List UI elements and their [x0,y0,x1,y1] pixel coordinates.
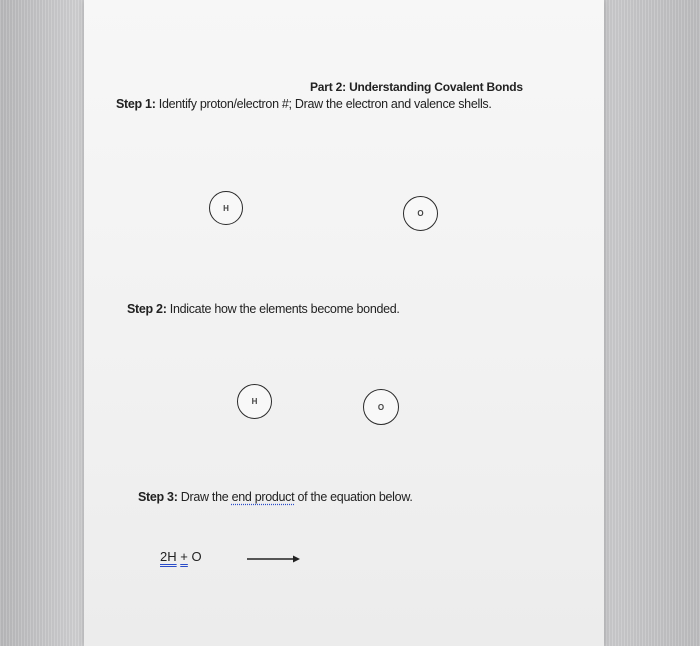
step-3-text-after: of the equation below. [297,490,413,504]
atom-symbol: H [223,203,229,213]
hydrogen-atom-circle [237,384,272,419]
step-3-instruction [138,490,413,504]
step-2-label: Step 2: [127,302,167,316]
right-arrow-icon [246,554,302,564]
step-1-instruction [116,97,492,111]
hydrogen-atom-circle [209,191,243,225]
page-title: Part 2: Understanding Covalent Bonds [310,80,523,94]
step-2-text: Indicate how the elements become bonded. [169,302,400,316]
step-3-underlined-text: end product [231,490,295,504]
atom-symbol: H [251,397,258,406]
equation-reactant-hydrogen: 2H [160,549,177,564]
step-1-text: Identify proton/electron #; Draw the electron and valence shells. [158,97,492,111]
step-1-label: Step 1: [116,97,156,111]
oxygen-atom-circle [403,196,438,231]
equation-plus: + [180,549,188,564]
oxygen-atom-circle [363,389,399,425]
equation-reactant-oxygen: O [191,549,202,564]
step-3-label: Step 3: [138,490,178,504]
step-3-text-before: Draw the [180,490,229,504]
atom-symbol: O [377,402,385,412]
chemical-equation [160,549,202,564]
atom-symbol: O [417,209,424,218]
worksheet-page [84,0,604,646]
step-2-instruction [127,302,400,316]
